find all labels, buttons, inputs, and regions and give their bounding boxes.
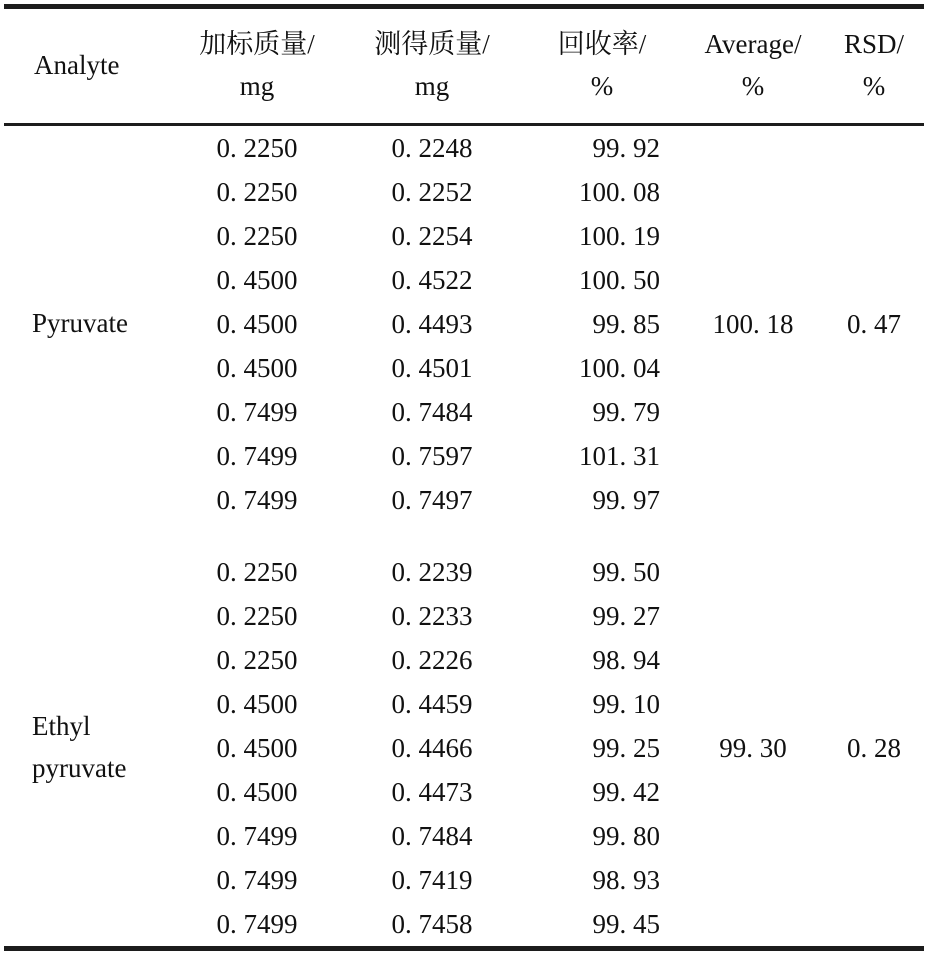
table-row: [4, 125, 924, 171]
spiked-mass-cell: 0. 7499: [216, 864, 298, 895]
rsd-cell: 0. 47: [847, 308, 901, 339]
col-header-recovery-line1: 回收率/: [557, 29, 647, 60]
measured-mass-cell: 0. 4501: [391, 352, 473, 383]
average-cell: 100. 18: [712, 308, 794, 339]
col-header-measured-mass-line2: mg: [414, 71, 450, 101]
col-header-analyte-label: Analyte: [34, 50, 120, 81]
table-row: [4, 550, 924, 594]
measured-mass-cell: 0. 2239: [391, 556, 473, 587]
measured-mass-cell: 0. 7597: [391, 440, 473, 471]
col-header-average-line1: Average/: [704, 29, 802, 60]
measured-mass-cell: 0. 7458: [391, 908, 473, 939]
spiked-mass-cell: 0. 7499: [216, 396, 298, 427]
measured-mass-cell: 0. 2226: [391, 644, 473, 675]
recovery-cell: 99. 97: [592, 484, 660, 515]
col-header-recovery-line2: %: [590, 71, 614, 101]
measured-mass-cell: 0. 2252: [391, 176, 473, 207]
recovery-cell: 99. 85: [592, 308, 660, 339]
spiked-mass-cell: 0. 7499: [216, 440, 298, 471]
recovery-cell: 98. 93: [592, 864, 660, 895]
spacer-row: [4, 522, 924, 550]
spiked-mass-cell: 0. 4500: [216, 776, 298, 807]
spiked-mass-cell: 0. 4500: [216, 688, 298, 719]
spiked-mass-cell: 0. 2250: [216, 176, 298, 207]
recovery-cell: 100. 04: [579, 352, 660, 383]
spiked-mass-cell: 0. 4500: [216, 732, 298, 763]
group-pyruvate: [4, 125, 924, 523]
col-header-spiked-mass-line1: 加标质量/: [199, 29, 315, 60]
col-header-measured-mass-line1: 测得质量/: [374, 29, 490, 60]
measured-mass-cell: 0. 4522: [391, 264, 473, 295]
col-header-rsd-line2: %: [862, 71, 886, 101]
measured-mass-cell: 0. 4466: [391, 732, 473, 763]
recovery-cell: 99. 10: [592, 688, 660, 719]
col-header-rsd: [824, 7, 924, 125]
measured-mass-cell: 0. 4459: [391, 688, 473, 719]
recovery-cell: 99. 25: [592, 732, 660, 763]
col-header-average: [682, 7, 824, 125]
col-header-average-line2: %: [741, 71, 765, 101]
recovery-cell: 99. 92: [592, 132, 660, 163]
recovery-cell: 98. 94: [592, 644, 660, 675]
analyte-cell: Ethyl pyruvate: [32, 711, 127, 783]
spiked-mass-cell: 0. 4500: [216, 308, 298, 339]
spiked-mass-cell: 0. 4500: [216, 264, 298, 295]
spiked-mass-cell: 0. 2250: [216, 556, 298, 587]
col-header-analyte: [4, 7, 172, 125]
table-header: [4, 7, 924, 125]
recovery-cell: 101. 31: [579, 440, 660, 471]
col-header-recovery: [522, 7, 682, 125]
measured-mass-cell: 0. 4493: [391, 308, 473, 339]
recovery-cell: 99. 45: [592, 908, 660, 939]
spiked-mass-cell: 0. 7499: [216, 484, 298, 515]
spiked-mass-cell: 0. 7499: [216, 820, 298, 851]
col-header-measured-mass: [342, 7, 522, 125]
spiked-mass-cell: 0. 2250: [216, 220, 298, 251]
spiked-mass-cell: 0. 2250: [216, 600, 298, 631]
analyte-cell: Pyruvate: [32, 308, 128, 339]
measured-mass-cell: 0. 7419: [391, 864, 473, 895]
header-row: [4, 7, 924, 125]
group-spacer: [4, 522, 924, 550]
recovery-cell: 100. 08: [579, 176, 660, 207]
recovery-cell: 99. 79: [592, 396, 660, 427]
recovery-table: [4, 4, 924, 951]
measured-mass-cell: 0. 7497: [391, 484, 473, 515]
average-cell: 99. 30: [719, 732, 787, 763]
measured-mass-cell: 0. 7484: [391, 396, 473, 427]
spiked-mass-cell: 0. 4500: [216, 352, 298, 383]
measured-mass-cell: 0. 4473: [391, 776, 473, 807]
recovery-cell: 99. 42: [592, 776, 660, 807]
recovery-cell: 100. 50: [579, 264, 660, 295]
recovery-cell: 99. 50: [592, 556, 660, 587]
col-header-spiked-mass-line2: mg: [239, 71, 275, 101]
col-header-spiked-mass: [172, 7, 342, 125]
measured-mass-cell: 0. 2233: [391, 600, 473, 631]
recovery-cell: 99. 27: [592, 600, 660, 631]
measured-mass-cell: 0. 2248: [391, 132, 473, 163]
recovery-cell: 99. 80: [592, 820, 660, 851]
recovery-cell: 100. 19: [579, 220, 660, 251]
group-ethyl-pyruvate: [4, 550, 924, 949]
measured-mass-cell: 0. 7484: [391, 820, 473, 851]
spiked-mass-cell: 0. 2250: [216, 132, 298, 163]
spiked-mass-cell: 0. 2250: [216, 644, 298, 675]
col-header-rsd-line1: RSD/: [843, 29, 905, 60]
spiked-mass-cell: 0. 7499: [216, 908, 298, 939]
rsd-cell: 0. 28: [847, 732, 901, 763]
measured-mass-cell: 0. 2254: [391, 220, 473, 251]
